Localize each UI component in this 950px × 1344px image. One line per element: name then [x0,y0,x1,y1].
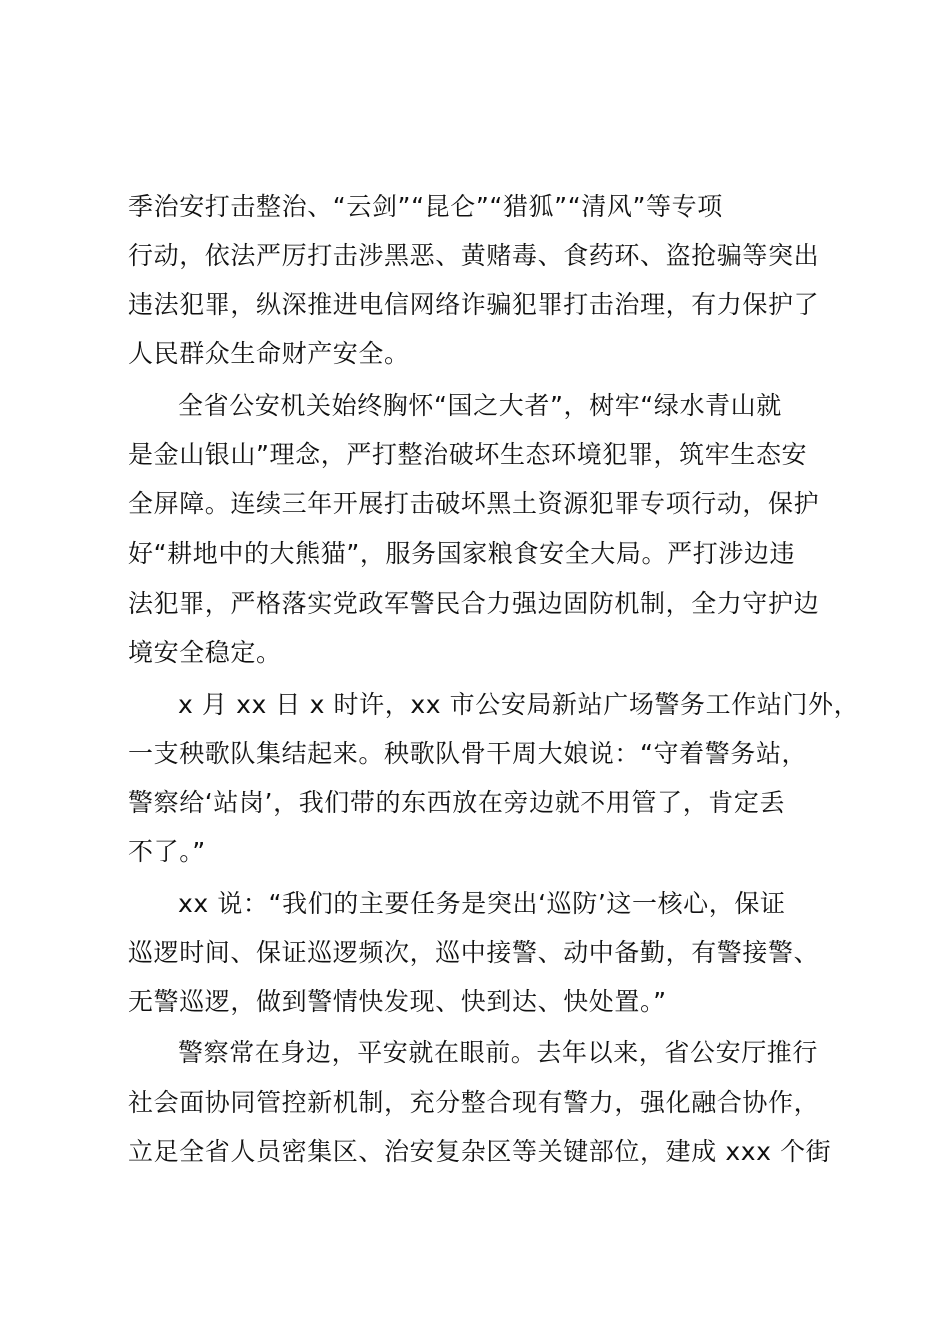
text-line: 好“耕地中的大熊猫”，服务国家粮食安全大局。严打涉边违 [128,539,796,568]
text-line: 季治安打击整治、“云剑”“昆仑”“猎狐”“清风”等专项 [128,192,723,221]
text-line: 全省公安机关始终胸怀“国之大者”，树牢“绿水青山就 [178,391,782,420]
text-line: 法犯罪，严格落实党政军警民合力强边固防机制，全力守护边 [128,589,820,618]
text-line: 违法犯罪，纵深推进电信网络诈骗犯罪打击治理，有力保护了 [128,290,820,319]
text-line: 人民群众生命财产安全。 [128,339,410,368]
text-line: x 月 xx 日 x 时许，xx 市公安局新站广场警务工作站门外， [178,690,860,719]
text-line: 社会面协同管控新机制，充分整合现有警力，强化融合协作， [128,1088,820,1117]
text-line: 警察给‘站岗’，我们带的东西放在旁边就不用管了，肯定丢 [128,788,786,817]
text-line: 全屏障。连续三年开展打击破坏黑土资源犯罪专项行动，保护 [128,489,820,518]
text-line: xx 说：“我们的主要任务是突出‘巡防’这一核心，保证 [178,889,786,918]
text-line: 巡逻时间、保证巡逻频次，巡中接警、动中备勤，有警接警、 [128,938,820,967]
text-line: 一支秧歌队集结起来。秧歌队骨干周大娘说：“守着警务站， [128,739,808,768]
text-line: 是金山银山”理念，严打整治破坏生态环境犯罪，筑牢生态安 [128,440,808,469]
text-line: 立足全省人员密集区、治安复杂区等关键部位，建成 xxx 个街 [128,1137,832,1166]
text-line: 不了。” [128,837,206,866]
text-line: 无警巡逻，做到警情快发现、快到达、快处置。” [128,987,667,1016]
text-line: 境安全稳定。 [128,638,282,667]
text-line: 行动，依法严厉打击涉黑恶、黄赌毒、食药环、盗抢骗等突出 [128,241,820,270]
text-line: 警察常在身边，平安就在眼前。去年以来，省公安厅推行 [178,1038,819,1067]
